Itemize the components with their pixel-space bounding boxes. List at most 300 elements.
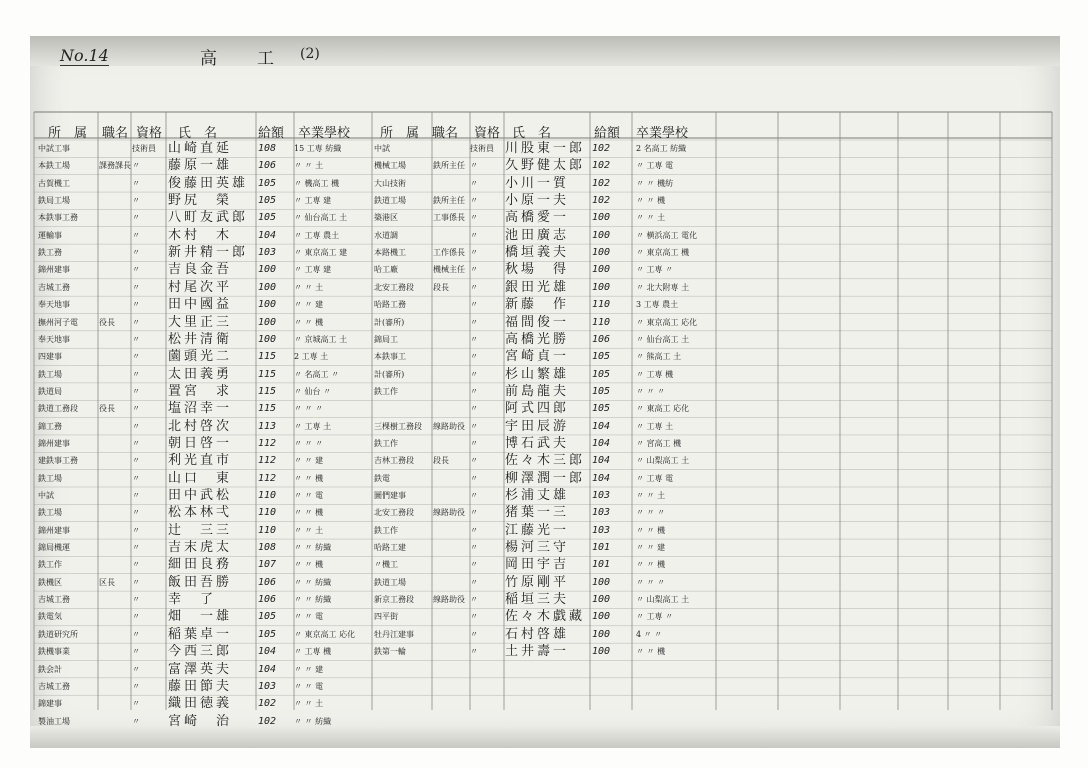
name-cell: 利光直市 [168,453,233,469]
salary-cell: 110 [258,490,277,501]
grad-cell: 〃 〃 土 [294,161,324,171]
grad-cell: 〃 〃 機 [294,473,324,483]
dept-cell: 吉城工務 [38,595,70,605]
dept-cell: 北安工務段 [374,282,414,292]
name-cell: 土井壽一 [505,644,570,660]
header-qual-right: 資格 [474,126,501,141]
grad-cell: 〃 山梨高工 土 [636,456,690,466]
salary-cell: 104 [592,420,611,432]
table-row-right [0,522,1088,539]
qual-cell: 〃 [470,577,478,587]
dept-cell: 中試 [38,491,54,500]
table-row-right [0,227,1088,244]
dept-cell: 〃機工 [374,560,398,570]
grad-cell: 〃 東高工 応化 [636,404,690,414]
job-cell: 段長 [433,282,449,292]
salary-cell: 100 [258,281,277,293]
qual-cell: 〃 [132,681,140,691]
grad-cell: 〃 工専 土 [636,421,674,431]
job-cell: 線路助役 [433,508,465,518]
job-cell: 工作係長 [433,248,465,258]
table-row-right [0,279,1088,296]
dept-cell: 牡丹江建事 [374,629,414,639]
dept-cell: 奉天地事 [38,300,70,310]
grad-cell: 〃 工専 建 [294,265,332,275]
header-job-left: 職名 [102,126,129,141]
grad-cell: 〃 〃 紡織 [294,577,332,587]
table-row-right [0,435,1088,452]
table-row-right [0,452,1088,469]
name-cell: 太田義勇 [168,366,233,382]
header-salary-right: 給額 [594,126,621,141]
name-cell: 高橋光勝 [505,331,570,347]
grad-cell: 〃 〃 建 [294,300,324,310]
name-cell: 大里正三 [168,314,233,330]
grad-cell: 〃 工専 農土 [294,230,340,240]
job-cell: 線路助役 [433,421,465,431]
table-row-right [0,209,1088,226]
qual-cell: 〃 [470,248,478,258]
qual-cell: 〃 [470,629,478,639]
grad-cell: 〃 工専 建 [294,196,332,206]
salary-cell: 100 [592,229,611,241]
dept-cell: 錦州建事 [38,438,70,448]
header-grad-left: 卒業學校 [298,126,351,141]
qual-cell: 〃 [132,404,140,414]
qual-cell: 〃 [132,196,140,206]
qual-cell: 〃 [132,543,140,553]
table-row-right [0,608,1088,625]
table-row-right [0,140,1088,157]
salary-cell: 100 [592,576,611,588]
grad-cell: 〃 山梨高工 土 [636,595,690,605]
header-job-right: 職名 [432,126,459,141]
qual-cell: 〃 [132,369,140,379]
grad-cell: 〃 北大附専 土 [636,282,690,292]
name-cell: 前島龍夫 [505,383,570,399]
salary-cell: 115 [258,351,277,363]
salary-cell: 105 [258,177,277,189]
salary-cell: 102 [258,715,277,727]
table-row-right [0,244,1088,261]
dept-cell: 運輸事 [38,230,62,240]
name-cell: 宇田辰游 [505,418,570,434]
name-cell: 田中國益 [168,297,233,313]
grad-cell: 〃 工専 電 [636,161,674,171]
grad-cell: 〃 〃 建 [294,456,324,466]
dept-cell: 四平街 [374,612,398,622]
qual-cell: 〃 [470,647,478,657]
qual-cell: 〃 [470,543,478,553]
grad-cell: 〃 工専 機 [636,369,674,379]
salary-cell: 115 [258,403,277,415]
name-cell: 江藤光一 [505,522,570,538]
salary-cell: 107 [258,559,277,571]
table-row-right [0,157,1088,174]
grad-cell: 〃 〃 建 [294,664,324,674]
grad-cell: 〃 東京高工 応化 [636,317,698,327]
grad-cell: 〃 工専 土 [294,421,332,431]
grad-cell: 〃 横浜高工 電化 [636,230,698,240]
salary-cell: 101 [592,542,611,554]
header-qual-left: 資格 [136,126,163,141]
qual-cell: 〃 [470,404,478,414]
salary-cell: 106 [258,576,277,588]
name-cell: 藤原一雄 [168,158,233,174]
qual-cell: 〃 [132,317,140,327]
name-cell: 八町友武郎 [168,210,249,226]
name-cell: 木村 木 [168,227,233,243]
qual-cell: 〃 [470,438,478,448]
qual-cell: 〃 [470,230,478,240]
salary-cell: 100 [592,594,611,606]
salary-cell: 105 [258,212,277,224]
salary-cell: 115 [258,368,277,380]
grad-cell: 〃 〃 電 [294,681,324,691]
salary-cell: 104 [592,437,611,449]
qual-cell: 〃 [132,664,140,674]
job-cell: 鉄所主任 [433,196,465,206]
grad-cell: 2 工専 土 [294,352,329,362]
grad-cell: 〃 東京高工 建 [294,248,348,258]
dept-cell: 機械工場 [374,161,406,171]
salary-cell: 100 [592,646,611,658]
grad-cell: 〃 〃 〃 [294,438,324,448]
dept-cell: 吉城工務 [38,282,70,292]
salary-cell: 100 [592,247,611,259]
qual-cell: 〃 [470,525,478,535]
qual-cell: 〃 [132,438,140,448]
table-row-right [0,504,1088,521]
qual-cell: 技術員 [470,144,494,153]
qual-cell: 〃 [132,282,140,292]
dept-cell: 中試 [374,144,390,153]
salary-cell: 105 [592,385,611,397]
table-row-right [0,487,1088,504]
dept-cell: 錦工務 [38,421,62,431]
table-row-right [0,192,1088,209]
grad-cell: 〃 機高工 機 [294,178,340,188]
dept-cell: 鉄会計 [38,664,62,674]
grad-cell: 〃 〃 機 [636,525,666,535]
name-cell: 新井精一郎 [168,245,249,261]
salary-cell: 102 [592,160,611,172]
salary-cell: 103 [592,507,611,519]
grad-cell: 〃 〃 電 [294,612,324,622]
table-row-right [0,591,1088,608]
qual-cell: 〃 [470,386,478,396]
name-cell: 田中武松 [168,488,233,503]
dept-cell: 鉄道局 [38,386,62,396]
job-cell: 機械主任 [433,265,465,275]
name-cell: 塩沼幸一 [168,401,233,417]
name-cell: 富澤英夫 [168,661,233,677]
qual-cell: 〃 [132,629,140,639]
grad-cell: 〃 〃 建 [636,543,666,553]
qual-cell: 〃 [132,577,140,587]
table-row-left [0,661,1088,678]
salary-cell: 108 [258,542,277,554]
table-row-right [0,314,1088,331]
name-cell: 宮崎貞一 [505,349,570,365]
dept-cell: 大山技術 [374,178,406,188]
qual-cell: 〃 [132,612,140,622]
grad-cell: 3 工専 農土 [636,300,679,310]
grad-cell: 〃 工専 電 [636,473,674,483]
salary-cell: 102 [592,143,611,154]
table-row-right [0,574,1088,591]
table-row-right [0,626,1088,643]
header-salary-left: 給額 [258,126,285,141]
name-cell: 高橋愛一 [505,210,570,226]
grad-cell: 〃 京城高工 土 [294,334,348,344]
document-subtitle: (2) [300,46,320,62]
dept-cell: 築港区 [374,213,398,223]
grad-cell: 〃 東京高工 応化 [294,629,356,639]
salary-cell: 101 [592,559,611,571]
qual-cell: 〃 [470,456,478,466]
dept-cell: 本鉄事工務 [38,213,78,223]
header-dept-left: 所 属 [48,126,88,141]
dept-cell: 鉄機区 [38,577,62,587]
qual-cell: 〃 [132,491,140,500]
salary-cell: 100 [258,299,277,311]
qual-cell: 〃 [132,386,140,396]
dept-cell: 鉄電気 [38,612,62,622]
grad-cell: 〃 仙台 〃 [294,386,332,396]
document-title: 高 工 [200,49,276,69]
salary-cell: 100 [258,264,277,276]
name-cell: 松本林弌 [168,505,233,521]
table-row-right [0,331,1088,348]
grad-cell: 〃 熊高工 土 [636,352,682,362]
table-row-right [0,383,1088,400]
name-cell: 北村啓次 [168,418,233,434]
job-cell: 工事係長 [433,213,465,223]
name-cell: 山口 東 [168,470,233,486]
dept-cell: 計(審所) [374,369,405,379]
qual-cell: 〃 [132,421,140,431]
name-cell: 藤田節夫 [168,678,233,694]
dept-cell: 鉄工作 [38,560,62,570]
dept-cell: 鉄道工務段 [38,404,78,414]
qual-cell: 〃 [470,300,478,310]
salary-cell: 100 [592,281,611,293]
name-cell: 川股東一郎 [505,141,586,156]
dept-cell: 新京工務段 [374,595,414,605]
qual-cell: 〃 [470,491,478,500]
dept-cell: 中試工事 [38,144,70,153]
salary-cell: 104 [258,663,277,675]
qual-cell: 〃 [132,473,140,483]
grad-cell: 〃 宮高工 機 [636,438,682,448]
qual-cell: 〃 [470,213,478,223]
name-cell: 猪葉一三 [505,505,570,521]
name-cell: 池田廣志 [505,227,570,243]
qual-cell: 技術員 [132,144,156,153]
name-cell: 小川一質 [505,175,570,191]
dept-cell: 鉄工作 [374,525,398,535]
grad-cell: 〃 〃 機紡 [636,178,674,188]
salary-cell: 105 [258,628,277,640]
salary-cell: 105 [258,611,277,623]
qual-cell: 〃 [132,647,140,657]
grad-cell: 〃 〃 〃 [636,386,666,396]
table-row-right [0,643,1088,660]
qual-cell: 〃 [132,161,140,171]
dept-cell: 鉄第一輪 [374,647,406,657]
qual-cell: 〃 [132,595,140,605]
qual-cell: 〃 [470,369,478,379]
name-cell: 辻 三三 [168,522,233,538]
dept-cell: 錦州建事 [38,265,70,275]
dept-cell: 計(審所) [374,317,405,327]
dept-cell: 本路機工 [374,248,406,258]
table-row-right [0,470,1088,487]
salary-cell: 100 [592,628,611,640]
qual-cell: 〃 [132,352,140,362]
table-row-right [0,175,1088,192]
name-cell: 竹原剛平 [505,574,570,590]
name-cell: 小原一夫 [505,193,570,209]
name-cell: 久野健太郎 [505,158,586,174]
name-cell: 銀田光雄 [505,279,570,295]
salary-cell: 110 [258,524,277,536]
grad-cell: 〃 〃 土 [294,282,324,292]
dept-cell: 錦局機運 [38,543,70,553]
dept-cell: 鉄道工場 [374,196,406,206]
job-cell: 段長 [433,456,449,466]
qual-cell: 〃 [470,421,478,431]
salary-cell: 115 [258,385,277,397]
salary-cell: 104 [258,229,277,241]
salary-cell: 103 [258,247,277,259]
job-cell: 区長 [99,577,115,587]
salary-cell: 112 [258,455,277,467]
name-cell: 福間俊一 [505,314,570,330]
name-cell: 楊河三守 [505,540,570,556]
table-row-right [0,261,1088,278]
grad-cell: 〃 〃 土 [294,525,324,535]
grad-cell: 〃 〃 紡織 [294,595,332,605]
header-name-right: 氏 名 [512,126,552,141]
name-cell: 阿式四郎 [505,401,570,417]
dept-cell: 鉄工作 [374,386,398,396]
qual-cell: 〃 [470,595,478,605]
dept-cell: 錦局工 [374,334,398,344]
name-cell: 博石武夫 [505,435,570,451]
salary-cell: 110 [258,507,277,519]
table-row-right [0,418,1088,435]
name-cell: 新藤 作 [505,297,570,313]
grad-cell: 〃 仙台高工 土 [294,213,348,223]
document-number: No.14 [60,46,109,65]
salary-cell: 106 [258,160,277,172]
grad-cell: 〃 工専 〃 [636,612,674,622]
header-grad-right: 卒業學校 [636,126,689,141]
header-name-left: 氏 名 [178,126,218,141]
grad-cell: 〃 〃 土 [636,491,666,500]
table-row-left [0,678,1088,695]
qual-cell: 〃 [132,300,140,310]
dept-cell: 哈路工建 [374,543,406,553]
dept-cell: 四建事 [38,352,62,362]
name-cell: 佐々木戯藏 [505,609,586,625]
salary-cell: 100 [592,264,611,276]
grad-cell: 〃 東京高工 機 [636,248,690,258]
grad-cell: 〃 〃 機 [294,317,324,327]
dept-cell: 哈路工務 [374,300,406,310]
qual-cell: 〃 [132,508,140,518]
dept-cell: 撫州河子電 [38,317,78,327]
salary-cell: 106 [258,594,277,606]
dept-cell: 鉄工場 [38,508,62,518]
grad-cell: 〃 〃 土 [636,213,666,223]
table-row-left [0,713,1088,730]
qual-cell: 〃 [470,334,478,344]
qual-cell: 〃 [470,352,478,362]
grad-cell: 〃 〃 電 [294,491,324,500]
table-row-right [0,366,1088,383]
job-cell: 役長 [99,404,115,414]
dept-cell: 鉄工場 [38,369,62,379]
grad-cell: 〃 〃 機 [636,647,666,657]
job-cell: 課務課長 [99,161,131,171]
name-cell: 俊藤田英雄 [168,175,249,191]
grad-cell: 〃 〃 〃 [636,577,666,587]
job-cell: 鉄所主任 [433,161,465,171]
name-cell: 吉末虎太 [168,540,233,556]
grad-cell: 〃 〃 紡織 [294,543,332,553]
table-row-right [0,400,1088,417]
job-cell: 役長 [99,317,115,327]
grad-cell: 〃 〃 機 [636,560,666,570]
dept-cell: 本鉄事工 [374,352,406,362]
salary-cell: 100 [592,611,611,623]
dept-cell: 鉄工務 [38,248,62,258]
salary-cell: 106 [592,333,611,345]
salary-cell: 104 [258,646,277,658]
table-row-right [0,296,1088,313]
name-cell: 朝日啓一 [168,435,233,451]
name-cell: 薗頭光二 [168,349,233,365]
salary-cell: 110 [592,299,611,311]
dept-cell: 吉林工務段 [374,456,414,466]
salary-cell: 113 [258,420,277,432]
salary-cell: 104 [592,472,611,484]
grad-cell: 〃 〃 土 [294,699,324,709]
qual-cell: 〃 [132,213,140,223]
salary-cell: 100 [258,316,277,328]
grad-cell: 〃 〃 〃 [294,404,324,414]
qual-cell: 〃 [470,282,478,292]
salary-cell: 112 [258,437,277,449]
dept-cell: 三棵樹工務段 [374,421,422,431]
salary-cell: 100 [258,333,277,345]
name-cell: 稲葉卓一 [168,626,233,642]
dept-cell: 奉天地事 [38,334,70,344]
dept-cell: 鉄道工場 [374,577,406,587]
qual-cell: 〃 [132,178,140,188]
grad-cell: 〃 〃 機 [636,196,666,206]
qual-cell: 〃 [470,265,478,275]
salary-cell: 105 [592,368,611,380]
name-cell: 柳澤潤一郎 [505,470,586,486]
salary-cell: 103 [258,680,277,692]
salary-cell: 104 [592,455,611,467]
name-cell: 村尾次平 [168,279,233,295]
qual-cell: 〃 [132,560,140,570]
